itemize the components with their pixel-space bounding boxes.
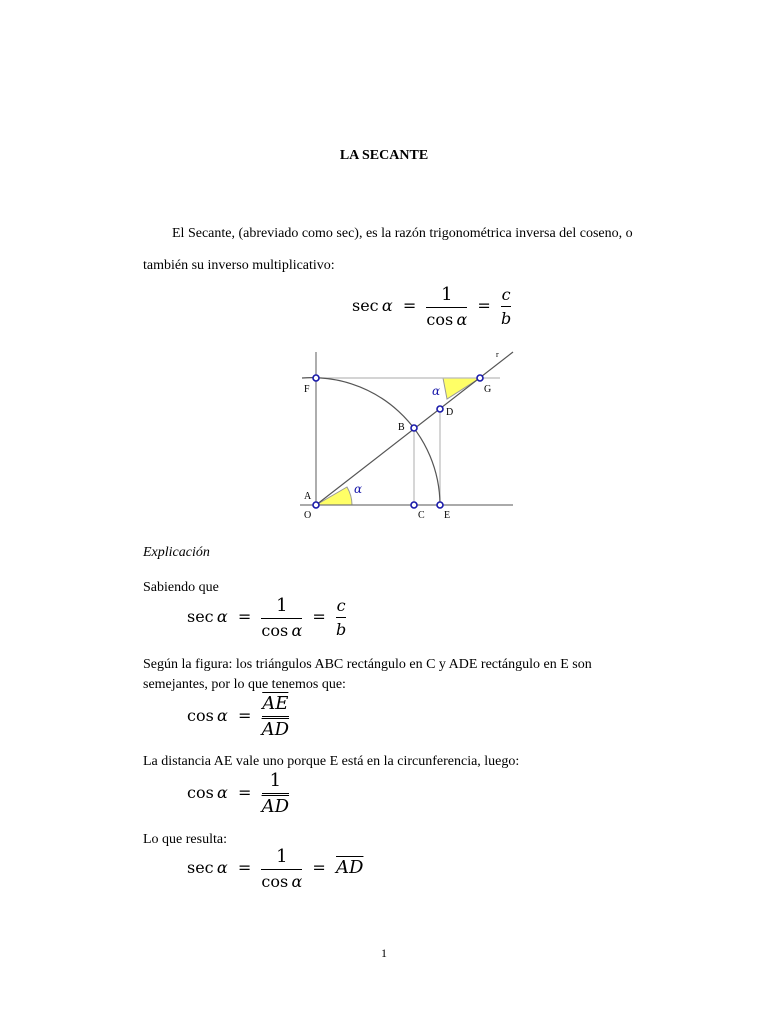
text-segun: Según la figura: los triángulos ABC rectángulo en C y ADE rectángulo en E son semejantes, por lo que tenemos que: [143,657,592,692]
formula-cos-ae-ad: cos α = $\frac{\overline{AE}}{AD}$ [187,693,290,740]
label-D: D [446,407,454,418]
numerator-one: 1 [441,284,453,305]
formula-final-sec-ad: sec α = $\frac{1}{\text{cos α}}$ = $\overline{AD}$ [187,846,364,891]
page-title: LA SECANTE [339,148,429,163]
numerator-c: c [501,285,511,304]
page-number: 1 [381,946,387,960]
angle-alpha-fill-G [443,378,480,399]
point-A [313,502,319,508]
point-C [411,502,417,508]
angle-alpha-fill-A [316,487,352,505]
label-r: r [496,350,499,359]
text-distancia: La distancia AE vale uno porque E está en la circunferencia, luego: [143,754,520,769]
label-B: B [398,422,405,433]
point-D [437,406,443,412]
text-resulta: Lo que resulta: [143,832,227,847]
point-B [411,425,417,431]
text-sabiendo: Sabiendo que [143,580,219,595]
label-C: C [418,510,425,521]
point-G [477,375,483,381]
label-G: G [484,384,492,395]
label-alpha-G: α [432,384,441,398]
point-F [313,375,319,381]
section-heading-explicacion: Explicación [143,545,210,560]
formula-secant-repeat: sec α = $\frac{1}{\text{cos α}}$ = $\frac{c}{b}$ [187,595,347,640]
denominator-b: b [501,309,512,328]
label-O: O [304,510,312,521]
unit-circle-arc [302,378,440,505]
label-E: E [444,510,451,521]
fraction-one-over-cos: $\frac{1}{\text{cos α}}$ [426,284,468,329]
alpha-symbol: α [381,296,393,315]
intro-paragraph: El Secante, (abreviado como sec), es la razón trigonométrica inversa del coseno, o también su inverso multiplicativo: [143,226,633,273]
formula-secant-definition: sec α = $\frac{1}{\text{cos α}}$ = $\frac{c}{b}$ [352,284,512,329]
sec-text: sec [352,296,379,315]
label-A: A [304,491,312,502]
formula-cos-one-ad: cos α = $\frac{1}{AD}$ [187,770,290,817]
point-E [437,502,443,508]
label-F: F [304,384,310,395]
label-alpha-A: α [354,482,363,496]
cos-text: cos [426,310,454,329]
